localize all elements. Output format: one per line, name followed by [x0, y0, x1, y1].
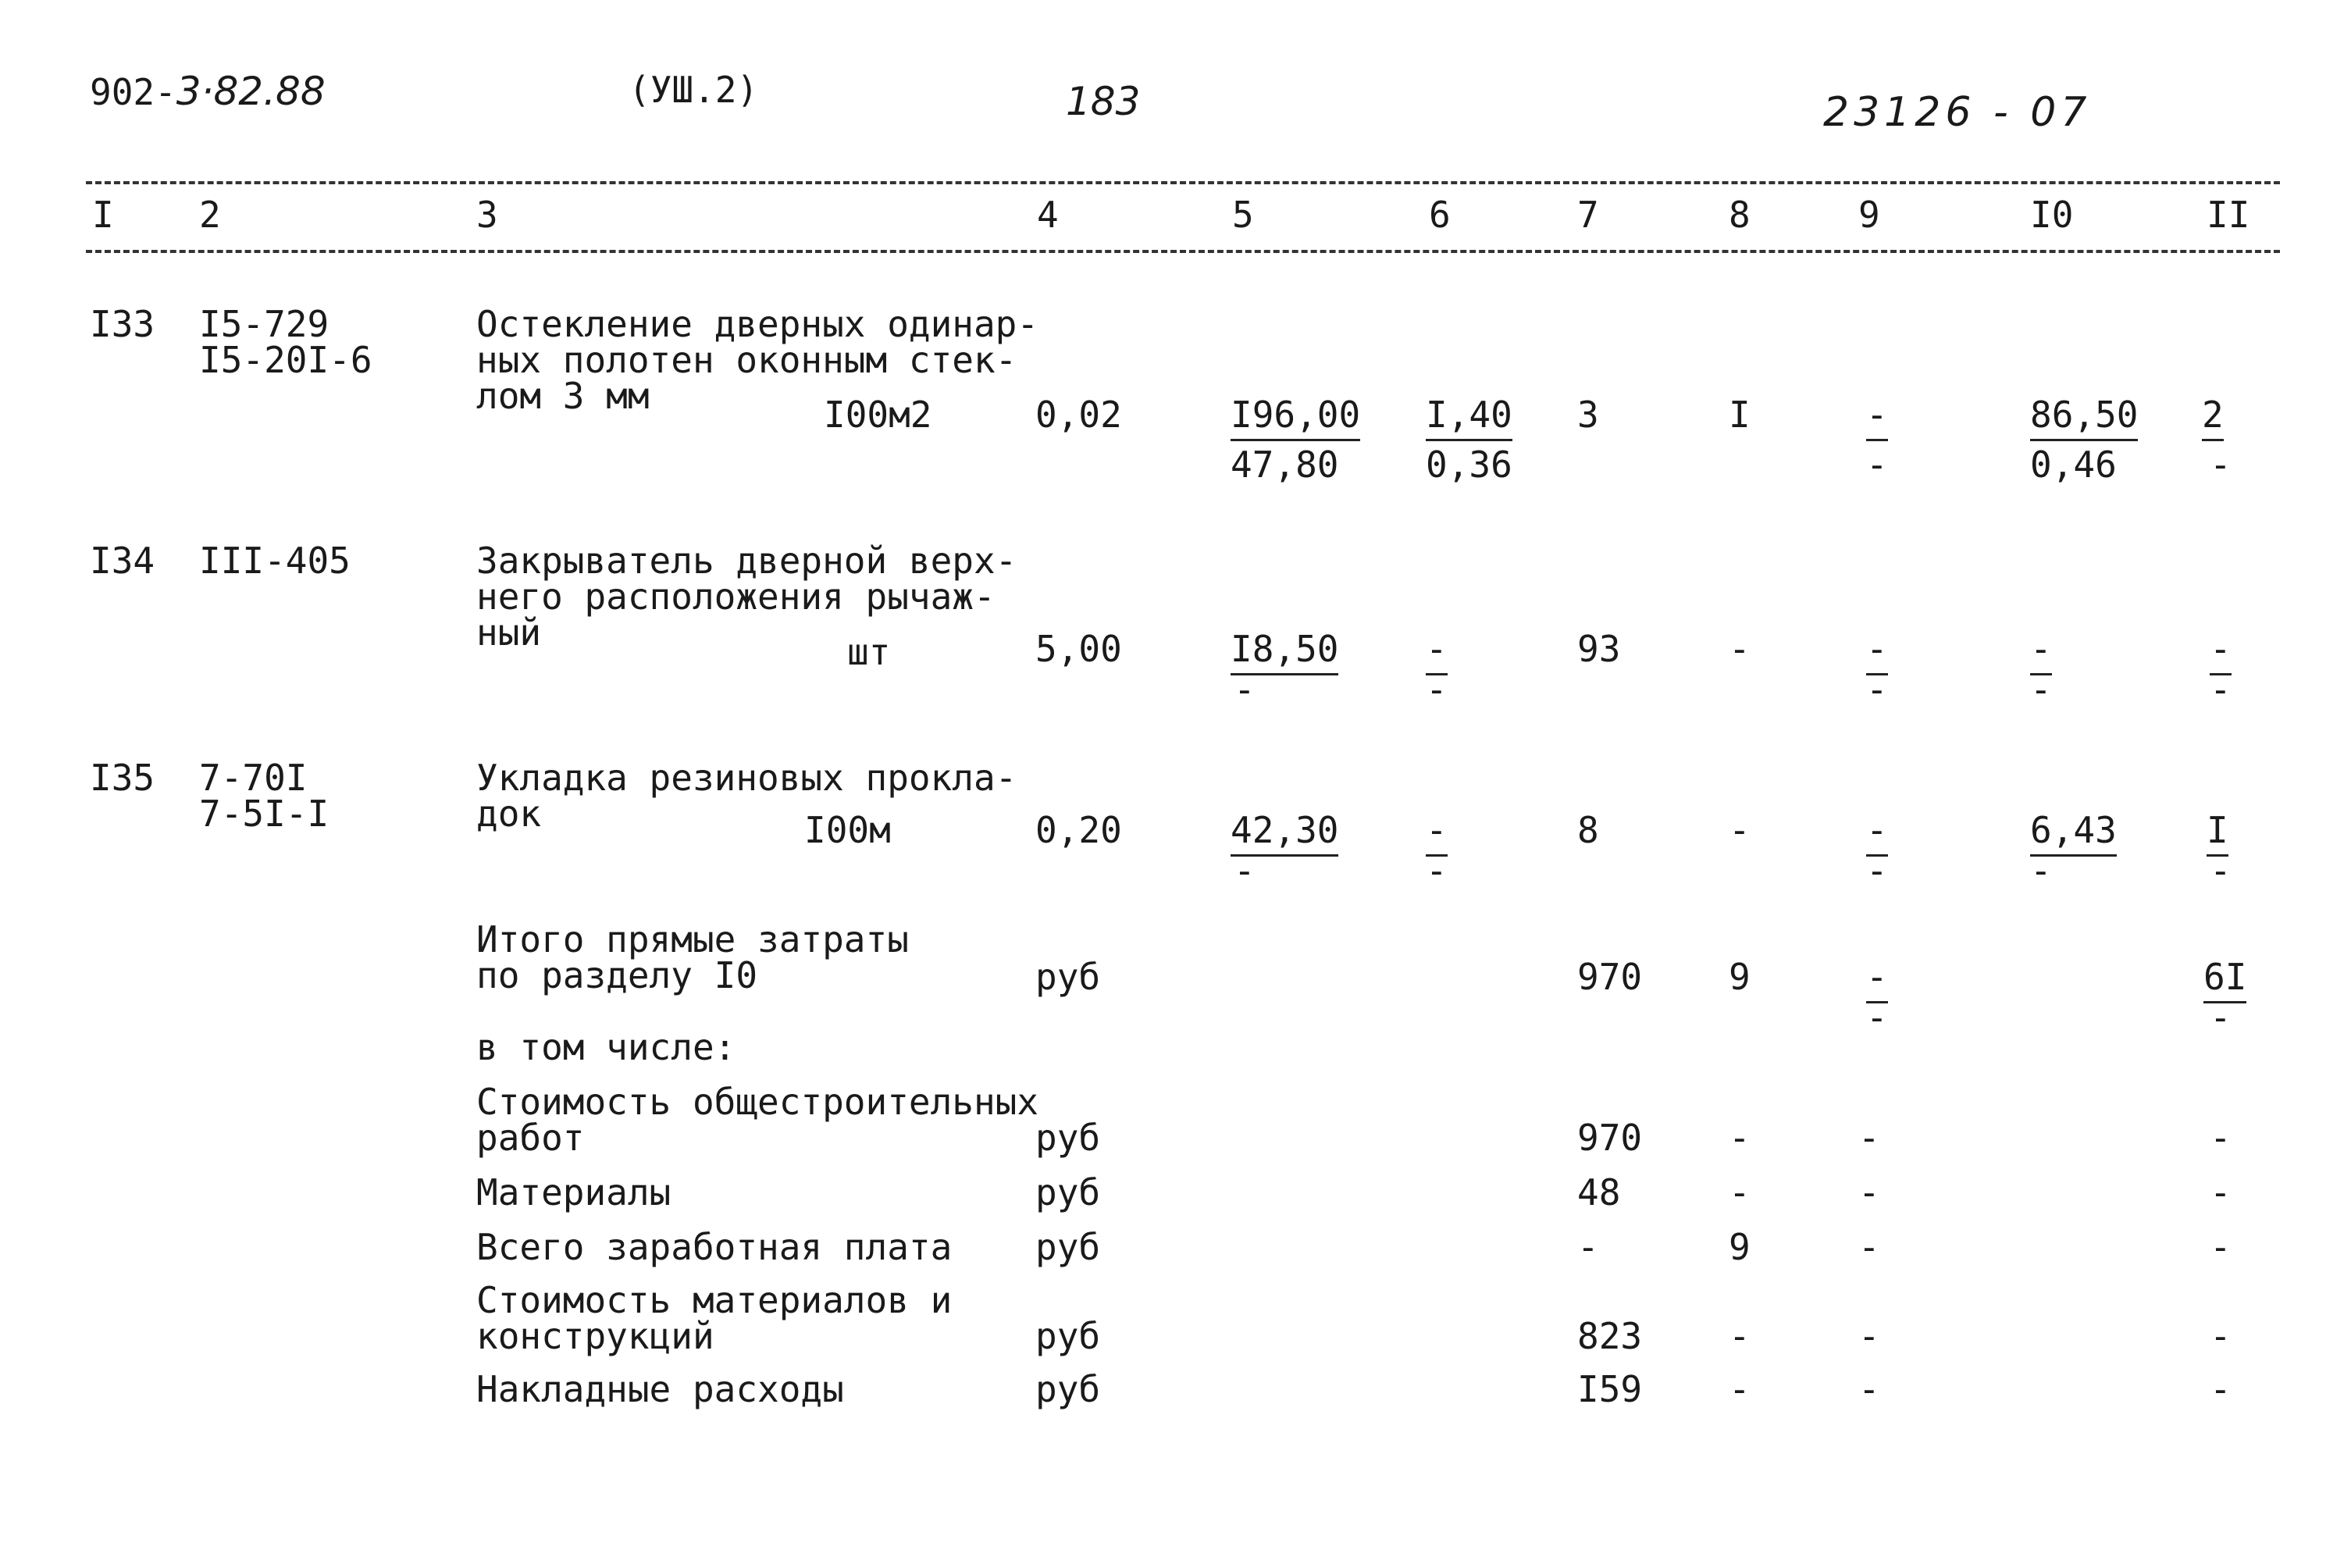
cell-6-bottom: -	[1426, 668, 1448, 711]
cell-10-bottom: -	[2030, 668, 2052, 711]
column-header: I0	[2030, 194, 2074, 236]
cell-5-top: 42,30	[1231, 812, 1338, 848]
summary-cell-9: -	[1858, 1368, 1880, 1410]
total-label-line: по разделу I0	[476, 954, 758, 996]
cell-5-top: I8,50	[1231, 631, 1338, 667]
summary-cell-11: -	[2210, 1315, 2232, 1357]
cell-11-top: I	[2207, 812, 2228, 848]
work-description	[476, 757, 1017, 835]
cell-10-bottom: -	[2030, 850, 2052, 892]
column-header: 4	[1037, 194, 1059, 236]
summary-cell-9: -	[1858, 1117, 1880, 1159]
total-label-line: Итого прямые затраты	[476, 918, 909, 960]
cell-7: 3	[1577, 394, 1599, 436]
norm-codes	[199, 540, 351, 582]
row-number: I33	[90, 303, 155, 345]
cell-11-bottom: -	[2210, 444, 2232, 486]
section-label: (УШ.2)	[629, 69, 759, 111]
total-cell-8: 9	[1729, 956, 1751, 998]
cell-9-bottom: -	[1866, 444, 1888, 486]
summary-unit: руб	[1035, 1171, 1101, 1213]
summary-label	[476, 1279, 953, 1357]
document-code-handwritten: 3·82.88	[176, 69, 326, 114]
summary-unit: руб	[1035, 1315, 1101, 1357]
summary-cell-8: 9	[1729, 1226, 1751, 1268]
description-line: него расположения рычаж-	[476, 576, 996, 618]
summary-cell-7: I59	[1577, 1368, 1643, 1410]
unit: шт	[847, 631, 891, 673]
column-header: 8	[1729, 194, 1751, 236]
cell-8: -	[1729, 628, 1751, 670]
summary-cell-7: 823	[1577, 1315, 1643, 1357]
unit: I00м2	[824, 394, 932, 436]
description-line: док	[476, 793, 542, 835]
total-label	[476, 918, 909, 996]
summary-label: Всего заработная плата	[476, 1226, 953, 1268]
summary-cell-11: -	[2210, 1117, 2232, 1159]
cell-10-top: -	[2030, 631, 2052, 667]
document-code	[90, 69, 326, 114]
summary-cell-7: 48	[1577, 1171, 1621, 1213]
row-number: I35	[90, 757, 155, 799]
summary-label: Материалы	[476, 1171, 671, 1213]
summary-label	[476, 1081, 1039, 1159]
column-header: I	[92, 194, 114, 236]
cell-9-top: -	[1866, 812, 1888, 848]
summary-cell-7: 970	[1577, 1117, 1643, 1159]
description-line: лом 3 мм	[476, 375, 650, 417]
cell-10-bottom: 0,46	[2030, 444, 2117, 486]
total-unit: руб	[1035, 956, 1101, 998]
description-line: ный	[476, 611, 542, 654]
total-cell-11-bottom: -	[2210, 996, 2232, 1039]
unit: I00м	[804, 809, 891, 851]
summary-cell-8: -	[1729, 1117, 1751, 1159]
cell-9-bottom: -	[1866, 850, 1888, 892]
summary-cell-8: -	[1729, 1315, 1751, 1357]
norm-code: I5-20I-6	[199, 339, 372, 381]
cell-8: I	[1729, 394, 1751, 436]
cell-11-bottom: -	[2210, 850, 2232, 892]
total-cell-7: 970	[1577, 956, 1643, 998]
cell-5-bottom: -	[1234, 850, 1256, 892]
cell-11-top: -	[2210, 631, 2232, 667]
cell-6-top: -	[1426, 631, 1448, 667]
cell-7: 93	[1577, 628, 1621, 670]
column-header: 6	[1429, 194, 1451, 236]
total-cell-11-top: 6I	[2203, 959, 2246, 995]
cell-9-top: -	[1866, 631, 1888, 667]
cell-6-top: -	[1426, 812, 1448, 848]
cell-11-top: 2	[2202, 397, 2224, 433]
quantity: 0,02	[1035, 394, 1122, 436]
cell-7: 8	[1577, 809, 1599, 851]
cell-8: -	[1729, 809, 1751, 851]
norm-codes	[199, 757, 329, 835]
cell-10-top: 6,43	[2030, 812, 2117, 848]
cell-5-top: I96,00	[1231, 397, 1360, 433]
summary-cell-11: -	[2210, 1226, 2232, 1268]
archive-stamp: 23126 - 07	[1823, 89, 2092, 136]
norm-code: I5-729	[199, 303, 329, 345]
summary-cell-11: -	[2210, 1368, 2232, 1410]
description-line: Закрыватель дверной верх-	[476, 540, 1017, 582]
cell-6-bottom: -	[1426, 850, 1448, 892]
column-header: 3	[476, 194, 498, 236]
summary-cell-9: -	[1858, 1226, 1880, 1268]
total-cell-9-top: -	[1866, 959, 1888, 995]
cell-11-bottom: -	[2210, 668, 2232, 711]
summary-cell-7: -	[1577, 1226, 1599, 1268]
summary-label-line: работ	[476, 1117, 585, 1159]
column-header: 9	[1858, 194, 1880, 236]
summary-unit: руб	[1035, 1226, 1101, 1268]
summary-cell-8: -	[1729, 1171, 1751, 1213]
cell-6-top: I,40	[1426, 397, 1512, 433]
summary-unit: руб	[1035, 1117, 1101, 1159]
summary-unit: руб	[1035, 1368, 1101, 1410]
row-number: I34	[90, 540, 155, 582]
description-line: Укладка резиновых прокла-	[476, 757, 1017, 799]
cell-6-bottom: 0,36	[1426, 444, 1512, 486]
document-code-prefix: 902-	[90, 71, 176, 113]
quantity: 5,00	[1035, 628, 1122, 670]
cell-9-top: -	[1866, 397, 1888, 433]
total-cell-9-bottom: -	[1866, 996, 1888, 1039]
column-header: 5	[1232, 194, 1254, 236]
summary-label-line: конструкций	[476, 1315, 714, 1357]
cell-5-bottom: 47,80	[1231, 444, 1339, 486]
norm-code: 7-5I-I	[199, 793, 329, 835]
header-bottom-rule	[86, 250, 2280, 253]
column-header: 2	[199, 194, 221, 236]
cell-5-bottom: -	[1234, 668, 1256, 711]
summary-cell-8: -	[1729, 1368, 1751, 1410]
header-top-rule	[86, 181, 2280, 184]
summary-cell-9: -	[1858, 1315, 1880, 1357]
quantity: 0,20	[1035, 809, 1122, 851]
description-line: Остекление дверных одинар-	[476, 303, 1039, 345]
including-label: в том числе:	[476, 1026, 736, 1068]
cell-10-top: 86,50	[2030, 397, 2138, 433]
description-line: ных полотен оконным стек-	[476, 339, 1017, 381]
column-header: II	[2207, 194, 2250, 236]
cell-9-bottom: -	[1866, 668, 1888, 711]
summary-label-line: Стоимость общестроительных	[476, 1081, 1039, 1123]
norm-code: III-405	[199, 540, 351, 582]
summary-cell-9: -	[1858, 1171, 1880, 1213]
page-number: 183	[1066, 79, 1141, 124]
summary-label: Накладные расходы	[476, 1368, 844, 1410]
summary-label-line: Стоимость материалов и	[476, 1279, 953, 1321]
summary-cell-11: -	[2210, 1171, 2232, 1213]
norm-code: 7-70I	[199, 757, 308, 799]
norm-codes	[199, 303, 372, 381]
column-header: 7	[1577, 194, 1599, 236]
